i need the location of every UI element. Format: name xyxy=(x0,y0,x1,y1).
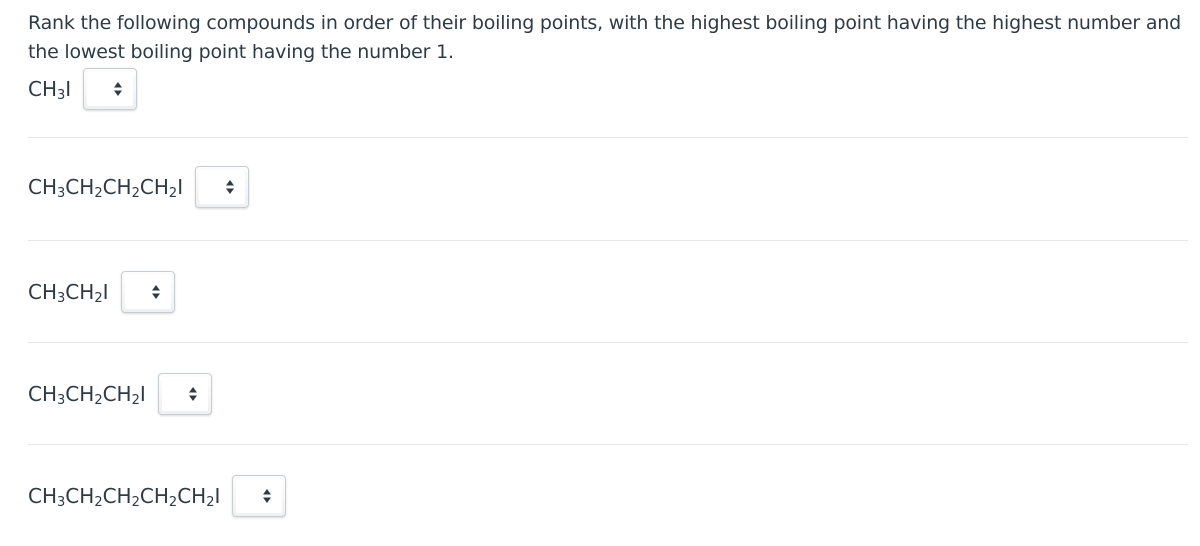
formula-part: 2 xyxy=(131,186,140,201)
compound-row xyxy=(28,67,137,111)
rank-select-value xyxy=(199,170,245,204)
rank-select[interactable] xyxy=(158,373,212,415)
rank-select-value xyxy=(236,479,282,513)
row-divider xyxy=(28,342,1188,343)
formula-part: CH xyxy=(102,484,132,508)
formula-part: 3 xyxy=(57,186,66,201)
formula-part: I xyxy=(102,280,109,304)
formula-part: CH xyxy=(177,484,207,508)
formula-part: 3 xyxy=(57,291,66,306)
up-down-arrows-icon xyxy=(226,180,234,194)
compound-formula xyxy=(28,484,220,508)
formula-part: 2 xyxy=(168,186,178,201)
formula-part: CH xyxy=(28,382,58,406)
formula-part: CH xyxy=(28,484,58,508)
formula-part: CH xyxy=(65,175,95,199)
up-down-arrows-icon xyxy=(114,82,122,96)
rank-select-value xyxy=(87,72,133,106)
formula-part: CH xyxy=(28,77,58,101)
compound-row xyxy=(28,372,212,416)
formula-part: 2 xyxy=(131,495,140,510)
formula-part: CH xyxy=(28,175,58,199)
formula-part: CH xyxy=(102,175,132,199)
rank-select-value xyxy=(125,275,171,309)
up-down-arrows-icon xyxy=(152,285,160,299)
question-prompt: Rank the following compounds in order of their boiling points, with the highest boiling point having the highest number and the lowest boiling point having the number 1. xyxy=(28,12,1182,63)
compound-row xyxy=(28,165,249,209)
rank-select-value xyxy=(162,377,208,411)
rank-select[interactable] xyxy=(83,68,137,110)
formula-part: CH xyxy=(65,484,95,508)
formula-part: CH xyxy=(139,175,169,199)
formula-part: 3 xyxy=(57,88,66,103)
formula-part: CH xyxy=(28,280,58,304)
formula-part: 2 xyxy=(94,495,103,510)
formula-part: 3 xyxy=(57,495,66,510)
formula-part: 2 xyxy=(94,186,103,201)
formula-part: CH xyxy=(65,280,95,304)
compound-row xyxy=(28,270,175,314)
row-divider xyxy=(28,444,1188,445)
formula-part: 3 xyxy=(57,393,66,408)
formula-part: 2 xyxy=(168,495,178,510)
rank-select[interactable] xyxy=(195,166,249,208)
up-down-arrows-icon xyxy=(189,387,197,401)
formula-part: 2 xyxy=(94,291,103,306)
formula-part: I xyxy=(65,77,72,101)
formula-part: 2 xyxy=(206,495,215,510)
row-divider xyxy=(28,240,1188,241)
compound-formula xyxy=(28,175,183,199)
compound-formula xyxy=(28,77,71,101)
formula-part: 2 xyxy=(131,393,140,408)
compound-formula xyxy=(28,280,109,304)
formula-part: I xyxy=(177,175,184,199)
formula-part: CH xyxy=(139,484,169,508)
rank-select[interactable] xyxy=(232,475,286,517)
compound-formula xyxy=(28,382,146,406)
row-divider xyxy=(28,137,1188,138)
compound-row xyxy=(28,474,286,518)
formula-part: I xyxy=(139,382,146,406)
formula-part: CH xyxy=(102,382,132,406)
formula-part: CH xyxy=(65,382,95,406)
formula-part: 2 xyxy=(94,393,103,408)
rank-select[interactable] xyxy=(121,271,175,313)
formula-part: I xyxy=(214,484,221,508)
up-down-arrows-icon xyxy=(263,489,271,503)
